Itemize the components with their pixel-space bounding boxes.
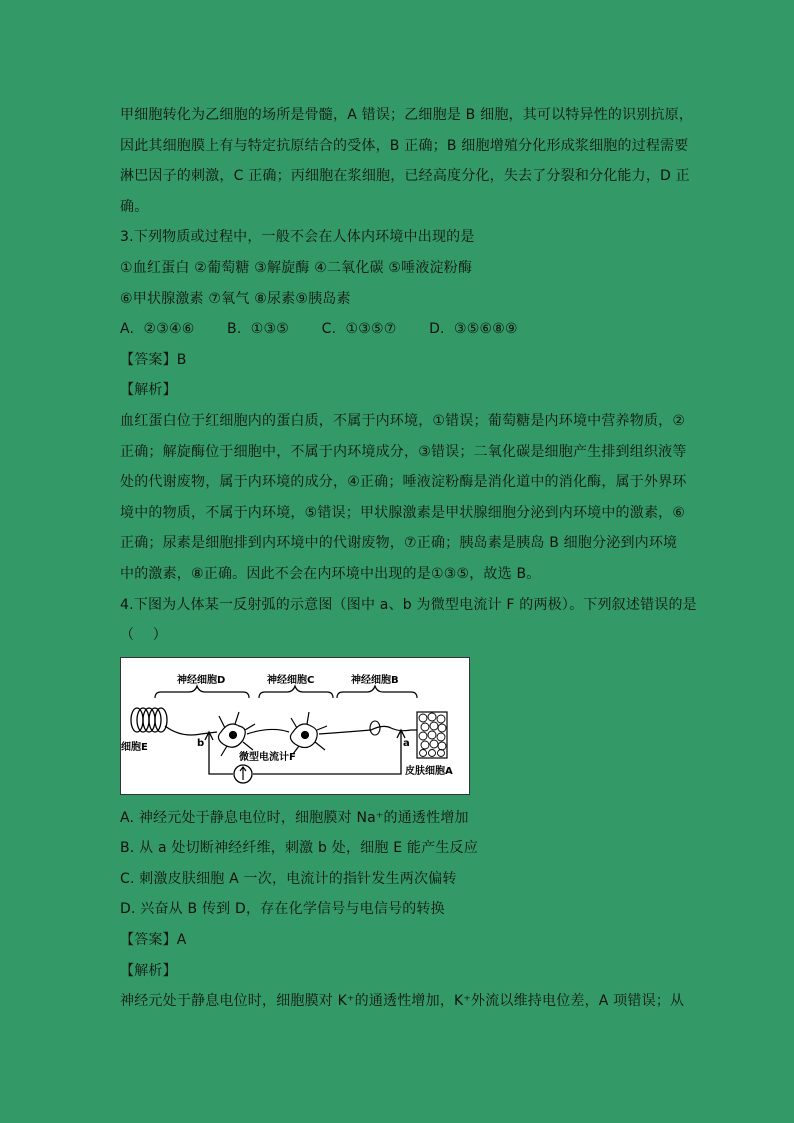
label-cell-e: 细胞E [121,741,148,753]
label-neuron-c: 神经细胞C [267,674,315,686]
muscle-cell-e [131,708,167,732]
brace-neuron-b [337,686,417,698]
question-4-option-b: B. 从 a 处切断神经纤维，刺激 b 处，细胞 E 能产生反应 [120,840,478,857]
galvanometer-f [234,765,252,783]
brace-neuron-c [259,686,333,698]
text-line: 因此其细胞膜上有与特定抗原结合的受体，B 正确；B 细胞增殖分化形成浆细胞的过程需要 [120,137,689,154]
brace-neuron-d [155,686,249,698]
analysis-line: 正确；解旋酶位于细胞中，不属于内环境成分，③错误；二氧化碳是细胞产生排到组织液等 [120,443,687,460]
label-neuron-d: 神经细胞D [177,674,226,686]
question-3-items: ⑥甲状腺激素 ⑦氧气 ⑧尿素⑨胰岛素 [120,290,351,307]
text-line: 确。 [120,198,149,215]
neuron-c-body [290,712,327,754]
label-neuron-b: 神经细胞B [351,674,399,686]
question-4-answer: 【答案】A [120,932,187,949]
label-electrode-a: a [403,737,410,749]
question-3-options: A. ②③④⑥ B. ①③⑤ C. ①③⑤⑦ D. ③⑤⑥⑧⑨ [120,321,518,338]
analysis-line: 境中的物质，不属于内环境，⑤错误；甲状腺激素是甲状腺细胞分泌到内环境中的激素，⑥ [120,504,686,521]
nerve-fiber-c-in [247,729,289,734]
analysis-line: 处的代谢废物，属于内环境的成分，④正确；唾液淀粉酶是消化道中的消化酶，属于外界环 [120,474,687,491]
skin-cells-a [417,712,447,758]
question-3-analysis-label: 【解析】 [120,382,177,399]
question-4-stem: 4.下图为人体某一反射弧的示意图（图中 a、b 为微型电流计 F 的两极）。下列叙述错误的是 [120,596,697,613]
question-4-option-d: D. 兴奋从 B 传到 D，存在化学信号与电信号的转换 [120,901,445,918]
question-4-option-c: C. 刺激皮肤细胞 A 一次，电流计的指针发生两次偏转 [120,870,457,887]
question-3-items: ①血红蛋白 ②葡萄糖 ③解旋酶 ④二氧化碳 ⑤唾液淀粉酶 [120,259,473,276]
question-4-analysis-label: 【解析】 [120,962,177,979]
text-line: 甲细胞转化为乙细胞的场所是骨髓，A 错误；乙细胞是 B 细胞，其可以特异性的识别抗原， [120,107,694,123]
document-page [120,100,697,1017]
analysis-line: 正确；尿素是细胞排到内环境中的代谢废物，⑦正确；胰岛素是胰岛 B 细胞分泌到内环境 [120,535,678,552]
analysis-line: 血红蛋白位于红细胞内的蛋白质，不属于内环境，①错误；葡萄糖是内环境中营养物质，② [120,412,686,429]
label-galvanometer: 微型电流计F [239,751,296,763]
analysis-line: 神经元处于静息电位时，细胞膜对 K⁺的通透性增加，K⁺外流以维持电位差，A 项错误；从 [120,993,685,1010]
question-4-option-a: A. 神经元处于静息电位时，细胞膜对 Na⁺的通透性增加 [120,809,469,826]
question-3-answer: 【答案】B [120,351,187,368]
reflex-arc-figure [120,657,470,795]
question-4-stem-blank: （ ） [120,627,168,644]
text-line: 淋巴因子的刺激，C 正确；丙细胞在浆细胞，已经高度分化，失去了分裂和分化能力，D 正 [120,168,690,185]
label-electrode-b: b [197,737,205,749]
question-3-stem: 3.下列物质或过程中，一般不会在人体内环境中出现的是 [120,229,475,246]
analysis-line: 中的激素，⑧正确。因此不会在内环境中出现的是①③⑤，故选 B。 [120,565,541,582]
label-skin-cell: 皮肤细胞A [405,765,453,777]
